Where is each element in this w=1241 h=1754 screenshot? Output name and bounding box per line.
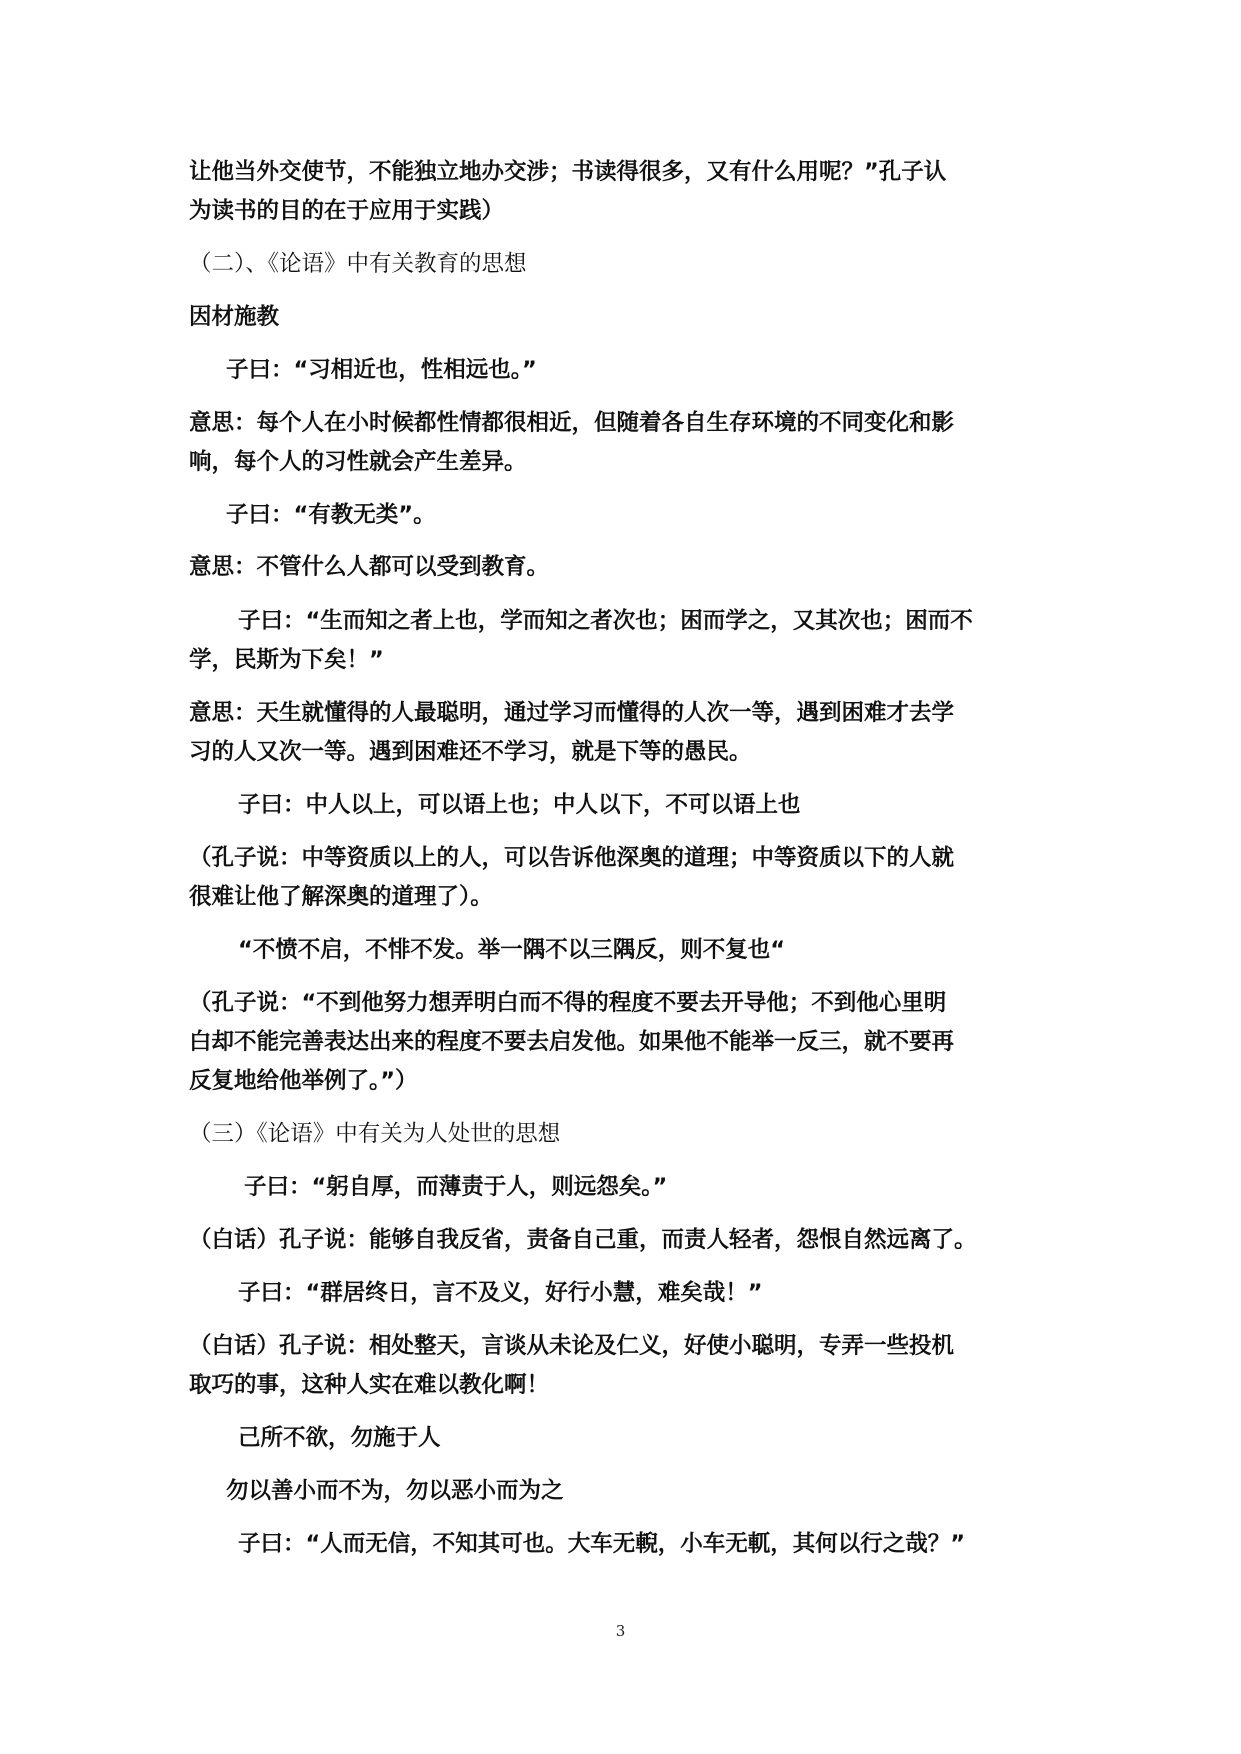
subheading: 因材施教: [189, 304, 280, 330]
text-line: 取巧的事，这种人实在难以教化啊！: [189, 1372, 550, 1398]
text-line: 白却不能完善表达出来的程度不要去启发他。如果他不能举一反三，就不要再: [189, 1029, 955, 1055]
text-line: （白话）孔子说：能够自我反省，责备自己重，而责人轻者，怨恨自然远离了。: [189, 1227, 977, 1253]
text-line: 为读书的目的在于应用于实践）: [189, 198, 505, 224]
quote-line: “不愤不启，不悱不发。举一隅不以三隅反，则不复也“: [238, 937, 786, 963]
quote-line: 子曰：“人而无信，不知其可也。大车无輗，小车无軏，其何以行之哉？”: [238, 1531, 966, 1557]
quote-line: 子曰：“生而知之者上也，学而知之者次也；困而学之，又其次也；困而不: [238, 608, 973, 634]
page-number: 3: [615, 1622, 626, 1640]
quote-line: 己所不欲，勿施于人: [238, 1425, 441, 1451]
text-line: 意思：不管什么人都可以受到教育。: [189, 554, 550, 580]
text-line: 习的人又次一等。遇到困难还不学习，就是下等的愚民。: [189, 739, 752, 765]
section-heading: （二）、《论语》中有关教育的思想: [189, 251, 527, 277]
quote-line: 子曰：“习相近也，性相远也。”: [226, 357, 537, 383]
quote-line: 勿以善小而不为，勿以恶小而为之: [226, 1478, 564, 1504]
text-line: 意思：天生就懂得的人最聪明，通过学习而懂得的人次一等，遇到困难才去学: [189, 700, 955, 726]
quote-line: 子曰：“躬自厚，而薄责于人，则远怨矣。”: [244, 1174, 668, 1200]
section-heading: （三）《论语》中有关为人处世的思想: [189, 1121, 561, 1147]
quote-line: 子曰：中人以上，可以语上也；中人以下，不可以语上也: [238, 792, 801, 818]
text-line: 很难让他了解深奥的道理了）。: [189, 884, 493, 910]
text-line: 意思：每个人在小时候都性情都很相近，但随着各自生存环境的不同变化和影: [189, 410, 955, 436]
text-line: 反复地给他举例了。”）: [189, 1068, 418, 1094]
quote-line: 子曰：“群居终日，言不及义，好行小慧，难矣哉！”: [238, 1280, 763, 1306]
quote-line: 子曰：“有教无类”。: [226, 502, 436, 528]
text-line: （孔子说：“不到他努力想弄明白而不得的程度不要去开导他；不到他心里明: [189, 990, 947, 1016]
text-line: （孔子说：中等资质以上的人，可以告诉他深奥的道理；中等资质以下的人就: [189, 845, 955, 871]
text-line: 响，每个人的习性就会产生差异。: [189, 449, 527, 475]
text-line: （白话）孔子说：相处整天，言谈从未论及仁义，好使小聪明，专弄一些投机: [189, 1333, 955, 1359]
text-line: 让他当外交使节，不能独立地办交涉；书读得很多，又有什么用呢？”孔子认: [189, 159, 947, 185]
text-line: 学，民斯为下矣！”: [189, 647, 384, 673]
